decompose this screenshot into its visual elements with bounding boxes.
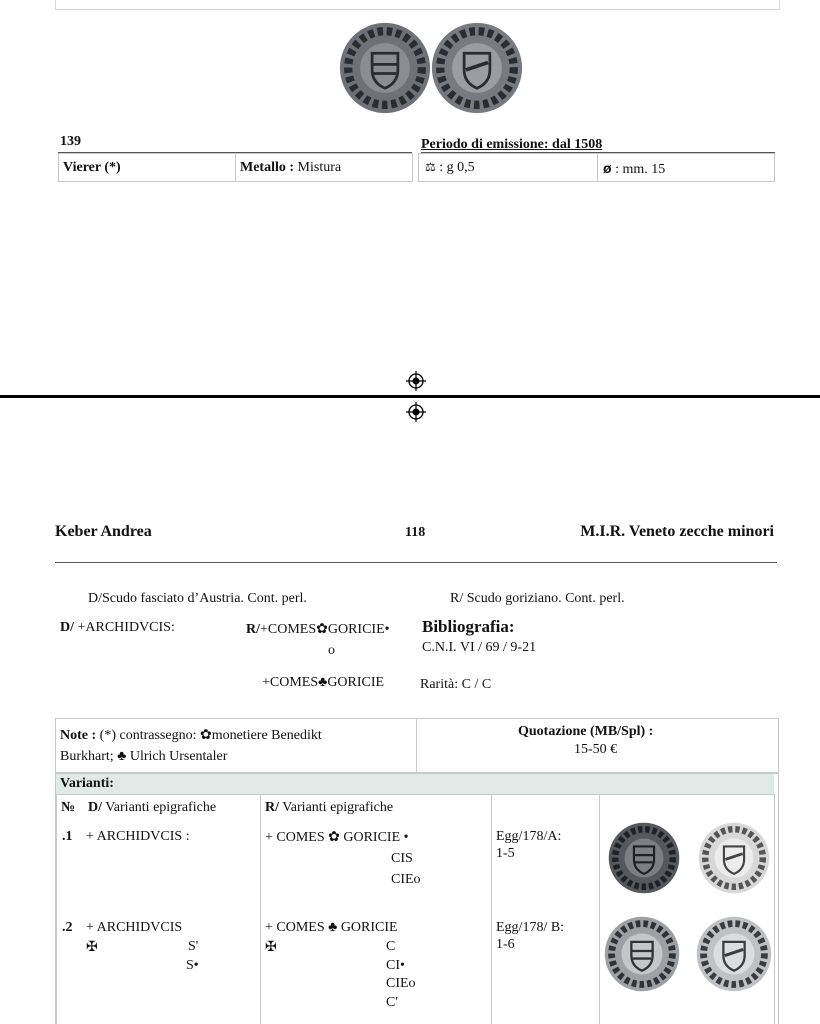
reverse-legend-text: +COMES✿GORICIE• xyxy=(260,622,390,637)
quotation-label: Quotazione (MB/Spl) : xyxy=(518,724,654,739)
coin-obverse-image xyxy=(339,22,431,114)
variant-reference: Egg/178/ B: xyxy=(496,920,565,935)
cross-icon: ✠ xyxy=(265,940,277,955)
mintmaster-club-icon: ♣ xyxy=(117,749,127,764)
variant-reverse-alt: C xyxy=(386,939,396,954)
reverse-legend-sub: o xyxy=(328,643,335,658)
variant-reverse-legend: + COMES ♣ GORICIE xyxy=(265,920,398,935)
variants-col-number: № xyxy=(61,800,76,815)
obverse-legend-label: D/ xyxy=(60,620,74,635)
cross-icon: ✠ xyxy=(86,940,98,955)
variant-reverse-alt: CIEo xyxy=(391,872,421,887)
variant-coin-reverse-image xyxy=(696,916,772,992)
metal-field xyxy=(240,160,341,176)
variants-bar xyxy=(56,774,774,794)
reverse-legend-label: R/ xyxy=(246,622,260,637)
bibliography-ref: C.N.I. VI / 69 / 9-21 xyxy=(422,640,537,655)
mintmaster-flower-icon: ✿ xyxy=(199,728,212,743)
note-line-2: Burkhart; ♣ Ulrich Ursentaler xyxy=(60,749,228,764)
variants-col-reverse: R/ Varianti epigrafiche xyxy=(265,800,394,815)
variant-reverse-alt: C' xyxy=(386,995,398,1010)
obverse-description: D/Scudo fasciato d’Austria. Cont. perl. xyxy=(88,591,307,606)
metal-label: Metallo : xyxy=(240,160,295,175)
top-page-frame xyxy=(55,0,780,10)
variants-col-obverse: D/ Varianti epigrafiche xyxy=(88,800,217,815)
denomination: Vierer (*) xyxy=(63,160,121,175)
variant-obverse-legend: + ARCHIDVCIS xyxy=(86,920,183,935)
page-author: Keber Andrea xyxy=(55,523,152,540)
variant-reference: Egg/178/A: xyxy=(496,829,562,844)
variant-obverse-alt: S• xyxy=(186,958,199,973)
variant-reference-range: 1-6 xyxy=(496,937,515,952)
variants-title: Varianti: xyxy=(60,776,114,791)
variant-coin-reverse-image xyxy=(698,822,770,894)
page-divider xyxy=(0,395,820,398)
quotation-value: 15-50 € xyxy=(574,742,618,757)
emission-period: Periodo di emissione: dal 1508 xyxy=(421,137,603,152)
weight-icon: ⚖ xyxy=(425,160,436,174)
variant-coin-obverse-image xyxy=(608,822,680,894)
registration-mark-icon xyxy=(406,402,426,422)
registration-mark-icon xyxy=(406,371,426,391)
variant-reverse-alt: CIEo xyxy=(386,976,416,991)
variant-reference-range: 1-5 xyxy=(496,846,515,861)
metal-value: Mistura xyxy=(297,160,342,175)
header-rule xyxy=(55,562,777,563)
obverse-legend-text: +ARCHIDVCIS: xyxy=(77,620,175,635)
variant-coin-obverse-image xyxy=(604,916,680,992)
obverse-legend xyxy=(60,620,175,636)
page-title: M.I.R. Veneto zecche minori xyxy=(580,523,774,540)
reverse-legend-2: +COMES♣GORICIE xyxy=(262,675,385,690)
coin-number: 139 xyxy=(60,134,81,149)
rarity: Rarità: C / C xyxy=(420,677,492,692)
page-number: 118 xyxy=(405,525,426,540)
variant-reverse-alt: CIS xyxy=(391,851,413,866)
variant-obverse-alt: S' xyxy=(188,939,199,954)
bibliography-title: Bibliografia: xyxy=(422,617,515,636)
variant-number: .2 xyxy=(62,920,73,935)
reverse-legend-1 xyxy=(246,621,390,638)
weight-value: : g 0,5 xyxy=(439,160,475,175)
reverse-description: R/ Scudo goriziano. Cont. perl. xyxy=(450,591,625,606)
variant-reverse-alt: CI• xyxy=(386,958,405,973)
note-line-1: Note : (*) contrassegno: ✿monetiere Benedikt xyxy=(60,728,322,743)
diameter-field xyxy=(603,160,665,178)
coin-reverse-image xyxy=(431,22,523,114)
diameter-icon: ø xyxy=(603,160,612,176)
weight-field xyxy=(425,160,475,176)
variant-number: .1 xyxy=(62,829,73,844)
variant-obverse-legend: + ARCHIDVCIS : xyxy=(86,829,190,844)
diameter-value: : mm. 15 xyxy=(615,162,666,177)
variant-reverse-legend: + COMES ✿ GORICIE • xyxy=(265,830,409,845)
note-label: Note : xyxy=(60,728,97,743)
